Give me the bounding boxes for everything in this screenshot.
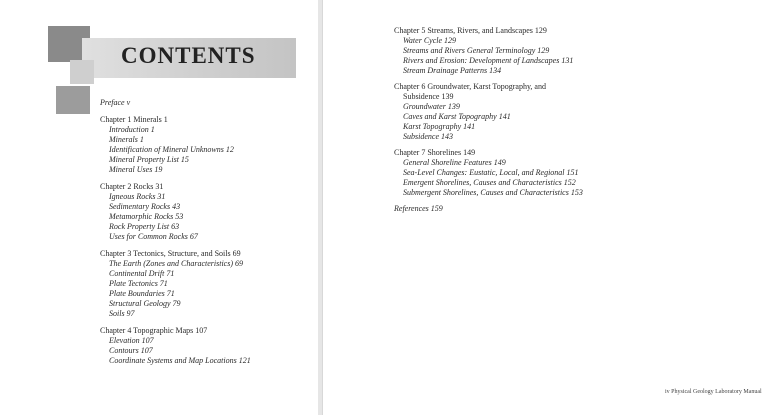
header-square-light: [70, 60, 94, 84]
toc-entry: General Shoreline Features 149: [403, 158, 506, 167]
chapter-heading: Chapter 7 Shorelines 149: [394, 148, 476, 157]
toc-entry: Structural Geology 79: [109, 299, 181, 308]
toc-entry: Elevation 107: [109, 336, 154, 345]
toc-entry: Plate Tectonics 71: [109, 279, 168, 288]
toc-entry: Plate Boundaries 71: [109, 289, 175, 298]
left-page: [0, 0, 319, 415]
references-entry: References 159: [394, 204, 443, 213]
toc-entry: Caves and Karst Topography 141: [403, 112, 511, 121]
toc-entry: Water Cycle 129: [403, 36, 457, 45]
toc-entry: Rivers and Erosion: Development of Landscapes 131: [403, 56, 574, 65]
toc-entry: Mineral Uses 19: [109, 165, 163, 174]
chapter-heading: Chapter 6 Groundwater, Karst Topography, and: [394, 82, 546, 91]
chapter-heading: Chapter 2 Rocks 31: [100, 182, 164, 191]
toc-entry: Groundwater 139: [403, 102, 460, 111]
toc-entry: Mineral Property List 15: [109, 155, 189, 164]
chapter-heading: Chapter 4 Topographic Maps 107: [100, 326, 208, 335]
chapter-heading: Chapter 1 Minerals 1: [100, 115, 168, 124]
toc-entry: Metamorphic Rocks 53: [109, 212, 184, 221]
toc-entry: Emergent Shorelines, Causes and Characteristics 152: [403, 178, 576, 187]
toc-entry: The Earth (Zones and Characteristics) 69: [109, 259, 243, 268]
toc-entry: Submergent Shorelines, Causes and Characteristics 153: [403, 188, 583, 197]
toc-entry: Soils 97: [109, 309, 135, 318]
toc-entry: Stream Drainage Patterns 134: [403, 66, 502, 75]
toc-entry: Continental Drift 71: [109, 269, 175, 278]
toc-entry: Rock Property List 63: [109, 222, 180, 231]
page-footer: iv Physical Geology Laboratory Manual: [665, 389, 762, 395]
chapter-heading-continued: Subsidence 139: [403, 92, 454, 101]
toc-entry: Minerals 1: [109, 135, 144, 144]
chapter-heading: Chapter 5 Streams, Rivers, and Landscapes 129: [394, 26, 547, 35]
page-title: CONTENTS: [121, 43, 256, 68]
toc-entry: Coordinate Systems and Map Locations 121: [109, 356, 251, 365]
toc-entry: Introduction 1: [109, 125, 155, 134]
toc-right-column: [394, 26, 634, 214]
toc-left-column: [100, 98, 315, 366]
toc-entry: Igneous Rocks 31: [109, 192, 166, 201]
toc-entry: Uses for Common Rocks 67: [109, 232, 198, 241]
toc-entry: Identification of Mineral Unknowns 12: [109, 145, 234, 154]
header-square-mid: [56, 86, 90, 114]
toc-entry: Sedimentary Rocks 43: [109, 202, 181, 211]
toc-entry: Subsidence 143: [403, 132, 453, 141]
preface-entry: Preface v: [100, 98, 131, 107]
chapter-heading: Chapter 3 Tectonics, Structure, and Soils 69: [100, 249, 241, 258]
toc-entry: Streams and Rivers General Terminology 129: [403, 46, 550, 55]
toc-entry: Sea-Level Changes: Eustatic, Local, and Regional 151: [403, 168, 579, 177]
toc-entry: Contours 107: [109, 346, 153, 355]
toc-entry: Karst Topography 141: [403, 122, 476, 131]
